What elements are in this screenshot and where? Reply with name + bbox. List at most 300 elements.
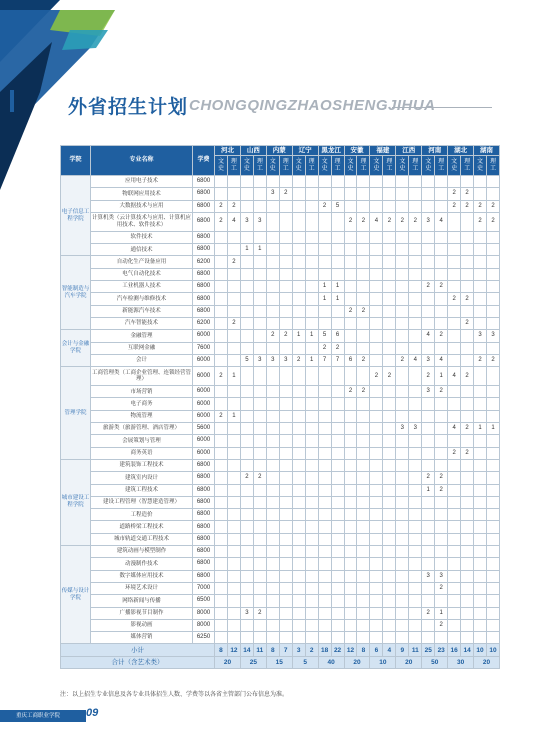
quota-cell [448, 244, 461, 256]
quota-cell [474, 607, 487, 619]
quota-cell [253, 435, 266, 447]
title-rule [392, 107, 492, 108]
quota-cell [292, 244, 305, 256]
quota-cell: 3 [266, 188, 279, 200]
quota-cell [305, 582, 318, 594]
quota-cell [344, 632, 357, 644]
quota-cell [383, 570, 396, 582]
quota-cell [227, 305, 240, 317]
school-name: 传媒与设计学院 [61, 546, 91, 644]
quota-cell [357, 281, 370, 293]
table-row [61, 496, 500, 508]
total-cell: 25 [240, 656, 266, 668]
quota-cell [215, 268, 228, 280]
quota-cell [266, 212, 279, 231]
subtotal-cell: 14 [240, 644, 253, 656]
quota-cell [383, 509, 396, 521]
quota-cell [461, 354, 474, 366]
quota-cell [396, 570, 409, 582]
quota-cell [487, 386, 500, 398]
quota-cell [396, 521, 409, 533]
quota-cell [396, 435, 409, 447]
quota-cell [279, 268, 292, 280]
quota-cell [253, 386, 266, 398]
quota-cell [240, 398, 253, 410]
quota-cell [266, 459, 279, 471]
quota-cell [318, 176, 331, 188]
table-row [61, 570, 500, 582]
quota-cell [318, 212, 331, 231]
quota-cell [461, 268, 474, 280]
quota-cell [266, 521, 279, 533]
quota-cell [383, 317, 396, 329]
quota-cell [240, 268, 253, 280]
quota-cell [357, 472, 370, 484]
quota-cell [279, 398, 292, 410]
quota-cell [383, 533, 396, 545]
quota-cell: 2 [487, 200, 500, 212]
quota-cell [344, 244, 357, 256]
quota-cell [461, 582, 474, 594]
quota-cell [266, 435, 279, 447]
quota-cell [253, 546, 266, 558]
quota-cell [357, 231, 370, 243]
quota-cell [318, 558, 331, 570]
quota-cell [370, 472, 383, 484]
quota-cell [318, 398, 331, 410]
quota-cell [474, 256, 487, 268]
footer-brand: 重庆工商职业学院 [16, 713, 61, 719]
quota-cell [487, 546, 500, 558]
header-province: 黑龙江 [318, 146, 344, 156]
tuition-fee: 6800 [193, 293, 215, 305]
quota-cell [474, 367, 487, 386]
table-row [61, 398, 500, 410]
quota-cell [266, 619, 279, 631]
quota-cell: 2 [357, 386, 370, 398]
quota-cell [435, 293, 448, 305]
quota-cell [422, 423, 435, 435]
major-name: 市场营销 [91, 386, 193, 398]
quota-cell [215, 582, 228, 594]
quota-cell [487, 595, 500, 607]
quota-cell [409, 386, 422, 398]
quota-cell [331, 435, 344, 447]
major-name: 数字媒体应用技术 [91, 570, 193, 582]
quota-cell [474, 619, 487, 631]
quota-cell [240, 533, 253, 545]
quota-cell [357, 367, 370, 386]
quota-cell: 2 [461, 423, 474, 435]
quota-cell [448, 595, 461, 607]
quota-cell [357, 509, 370, 521]
tuition-fee: 6200 [193, 317, 215, 329]
quota-cell [396, 619, 409, 631]
quota-cell [227, 330, 240, 342]
school-name: 电子信息工程学院 [61, 176, 91, 256]
quota-cell [292, 472, 305, 484]
quota-cell [383, 293, 396, 305]
quota-cell [383, 281, 396, 293]
quota-cell [357, 244, 370, 256]
quota-cell [266, 386, 279, 398]
quota-cell [215, 435, 228, 447]
quota-cell: 2 [435, 281, 448, 293]
table-row [61, 546, 500, 558]
quota-cell [487, 268, 500, 280]
header-subject: 理 工 [487, 156, 500, 176]
quota-cell [422, 533, 435, 545]
quota-cell: 1 [318, 293, 331, 305]
quota-cell: 1 [240, 244, 253, 256]
quota-cell [422, 459, 435, 471]
quota-cell [474, 459, 487, 471]
quota-cell [240, 293, 253, 305]
quota-cell [396, 459, 409, 471]
subtotal-cell: 11 [253, 644, 266, 656]
quota-cell [215, 509, 228, 521]
quota-cell [253, 398, 266, 410]
quota-cell [292, 212, 305, 231]
quota-cell [461, 386, 474, 398]
quota-cell [253, 281, 266, 293]
tuition-fee: 5600 [193, 423, 215, 435]
quota-cell [409, 330, 422, 342]
quota-cell [240, 632, 253, 644]
quota-cell [370, 410, 383, 422]
quota-cell [331, 521, 344, 533]
header-subject: 文 史 [370, 156, 383, 176]
quota-cell [253, 632, 266, 644]
quota-cell [422, 632, 435, 644]
quota-cell [396, 582, 409, 594]
quota-cell [279, 200, 292, 212]
quota-cell [448, 496, 461, 508]
quota-cell [487, 410, 500, 422]
quota-cell [331, 595, 344, 607]
quota-cell: 2 [357, 305, 370, 317]
quota-cell [383, 231, 396, 243]
quota-cell [396, 317, 409, 329]
quota-cell [292, 342, 305, 354]
quota-cell [409, 570, 422, 582]
quota-cell [240, 176, 253, 188]
quota-cell [357, 459, 370, 471]
quota-cell [331, 410, 344, 422]
quota-cell [448, 521, 461, 533]
quota-cell [279, 231, 292, 243]
quota-cell [253, 330, 266, 342]
quota-cell [227, 595, 240, 607]
tuition-fee: 6000 [193, 354, 215, 366]
quota-cell [305, 256, 318, 268]
quota-cell [227, 447, 240, 459]
quota-cell [266, 268, 279, 280]
quota-cell [292, 281, 305, 293]
quota-cell [383, 176, 396, 188]
quota-cell [409, 546, 422, 558]
quota-cell [422, 188, 435, 200]
quota-cell [305, 281, 318, 293]
table-row [61, 176, 500, 188]
quota-cell [318, 509, 331, 521]
quota-cell [435, 317, 448, 329]
quota-cell: 2 [215, 367, 228, 386]
quota-cell [305, 435, 318, 447]
quota-cell [422, 558, 435, 570]
quota-cell [422, 582, 435, 594]
quota-cell [422, 398, 435, 410]
quota-cell [266, 582, 279, 594]
quota-cell [487, 619, 500, 631]
quota-cell [422, 435, 435, 447]
quota-cell [279, 367, 292, 386]
quota-cell [370, 582, 383, 594]
quota-cell: 2 [227, 256, 240, 268]
quota-cell [357, 632, 370, 644]
header-major: 专业名称 [91, 146, 193, 176]
quota-cell [474, 447, 487, 459]
quota-cell: 1 [331, 281, 344, 293]
quota-cell: 3 [487, 330, 500, 342]
quota-cell [370, 496, 383, 508]
quota-cell: 1 [305, 330, 318, 342]
quota-cell [305, 509, 318, 521]
subtotal-cell: 6 [370, 644, 383, 656]
quota-cell: 4 [370, 212, 383, 231]
quota-cell [240, 447, 253, 459]
table-row [61, 330, 500, 342]
quota-cell [305, 423, 318, 435]
quota-cell [461, 509, 474, 521]
quota-cell [266, 231, 279, 243]
quota-cell [474, 533, 487, 545]
quota-cell [409, 410, 422, 422]
quota-cell [215, 546, 228, 558]
quota-cell [279, 386, 292, 398]
quota-cell [487, 367, 500, 386]
header-province: 河北 [215, 146, 241, 156]
tuition-fee: 6000 [193, 367, 215, 386]
tuition-fee: 6250 [193, 632, 215, 644]
quota-cell [318, 367, 331, 386]
table-row [61, 607, 500, 619]
quota-cell: 2 [396, 212, 409, 231]
major-name: 汽车检测与维修技术 [91, 293, 193, 305]
quota-cell [370, 546, 383, 558]
quota-cell [461, 595, 474, 607]
quota-cell [292, 231, 305, 243]
quota-cell [344, 200, 357, 212]
quota-cell [215, 595, 228, 607]
quota-cell [240, 367, 253, 386]
quota-cell: 6 [344, 354, 357, 366]
table-row [61, 305, 500, 317]
quota-cell [240, 546, 253, 558]
quota-cell [253, 317, 266, 329]
page-title-pinyin: CHONGQINGZHAOSHENGJIHUA [189, 97, 436, 114]
quota-cell [318, 619, 331, 631]
title-accent-bar [10, 90, 36, 112]
table-row [61, 459, 500, 471]
quota-cell: 1 [435, 367, 448, 386]
quota-cell [318, 268, 331, 280]
header-row-provinces [61, 146, 500, 156]
quota-cell [396, 447, 409, 459]
quota-cell: 1 [422, 484, 435, 496]
quota-cell [370, 354, 383, 366]
quota-cell [227, 558, 240, 570]
quota-cell [448, 231, 461, 243]
quota-cell [357, 484, 370, 496]
quota-cell [305, 459, 318, 471]
major-name: 环境艺术设计 [91, 582, 193, 594]
quota-cell [266, 632, 279, 644]
quota-cell [227, 607, 240, 619]
quota-cell [448, 459, 461, 471]
quota-cell [292, 305, 305, 317]
total-cell: 15 [266, 656, 292, 668]
quota-cell [461, 472, 474, 484]
quota-cell: 2 [487, 212, 500, 231]
quota-cell [474, 281, 487, 293]
quota-cell: 2 [461, 200, 474, 212]
quota-cell [279, 582, 292, 594]
quota-cell [448, 398, 461, 410]
quota-cell [279, 558, 292, 570]
quota-cell [318, 521, 331, 533]
quota-cell: 2 [253, 472, 266, 484]
quota-cell [253, 268, 266, 280]
quota-cell [331, 176, 344, 188]
quota-cell [487, 509, 500, 521]
quota-cell [487, 607, 500, 619]
quota-cell [435, 509, 448, 521]
quota-cell [215, 632, 228, 644]
quota-cell [227, 188, 240, 200]
quota-cell [344, 582, 357, 594]
quota-cell [370, 607, 383, 619]
quota-cell [370, 447, 383, 459]
quota-cell [409, 472, 422, 484]
quota-cell [279, 305, 292, 317]
quota-cell [344, 410, 357, 422]
quota-cell [383, 459, 396, 471]
subtotal-cell: 3 [292, 644, 305, 656]
school-name: 智能制造与汽车学院 [61, 256, 91, 330]
quota-cell [422, 176, 435, 188]
quota-cell [227, 398, 240, 410]
major-name: 工业机器人技术 [91, 281, 193, 293]
total-cell: 20 [215, 656, 241, 668]
quota-cell [318, 435, 331, 447]
quota-cell [227, 472, 240, 484]
quota-cell [240, 317, 253, 329]
quota-cell [370, 509, 383, 521]
quota-cell [318, 595, 331, 607]
quota-cell: 2 [292, 354, 305, 366]
quota-cell [448, 354, 461, 366]
quota-cell [487, 484, 500, 496]
major-name: 工商管理类（工商企业管理、连锁经营管理） [91, 367, 193, 386]
quota-cell [318, 188, 331, 200]
quota-cell: 3 [240, 212, 253, 231]
quota-cell [435, 305, 448, 317]
quota-cell [448, 484, 461, 496]
quota-cell [240, 305, 253, 317]
quota-cell [240, 231, 253, 243]
tuition-fee: 6800 [193, 521, 215, 533]
table-row [61, 256, 500, 268]
quota-cell [487, 398, 500, 410]
quota-cell [422, 546, 435, 558]
quota-cell: 2 [279, 330, 292, 342]
footnote: 注：以上招生专业信息及各专业具体招生人数、学费等以各省主管部门公布信息为准。 [60, 692, 289, 698]
header-subject: 文 史 [448, 156, 461, 176]
quota-cell [253, 496, 266, 508]
quota-cell [279, 435, 292, 447]
quota-cell: 2 [266, 330, 279, 342]
quota-cell [357, 607, 370, 619]
quota-cell [279, 509, 292, 521]
quota-cell [370, 558, 383, 570]
quota-cell [344, 533, 357, 545]
header-subject: 理 工 [461, 156, 474, 176]
quota-cell [396, 607, 409, 619]
major-name: 通信技术 [91, 244, 193, 256]
quota-cell [422, 595, 435, 607]
quota-cell [435, 176, 448, 188]
quota-cell [435, 595, 448, 607]
quota-cell [318, 231, 331, 243]
quota-cell [331, 305, 344, 317]
quota-cell [240, 435, 253, 447]
major-name: 会展策划与管理 [91, 435, 193, 447]
quota-cell [215, 256, 228, 268]
quota-cell [461, 435, 474, 447]
quota-cell [292, 570, 305, 582]
major-name: 建设工程管理（智慧建造管理） [91, 496, 193, 508]
total-cell: 20 [474, 656, 500, 668]
quota-cell [383, 632, 396, 644]
subtotal-cell: 23 [435, 644, 448, 656]
quota-cell [253, 484, 266, 496]
quota-cell [487, 521, 500, 533]
quota-cell [383, 410, 396, 422]
quota-cell [266, 546, 279, 558]
subtotal-cell: 12 [344, 644, 357, 656]
quota-cell [383, 330, 396, 342]
quota-cell [305, 619, 318, 631]
quota-cell [344, 176, 357, 188]
tuition-fee: 6800 [193, 546, 215, 558]
quota-cell [305, 533, 318, 545]
quota-cell [448, 472, 461, 484]
quota-cell [344, 619, 357, 631]
quota-cell [448, 632, 461, 644]
quota-cell [253, 293, 266, 305]
quota-cell: 1 [227, 367, 240, 386]
quota-cell [370, 533, 383, 545]
major-name: 旅游类（旅游管理、酒店管理） [91, 423, 193, 435]
quota-cell [253, 423, 266, 435]
quota-cell [305, 410, 318, 422]
quota-cell [227, 570, 240, 582]
quota-cell [331, 423, 344, 435]
tuition-fee: 6800 [193, 484, 215, 496]
quota-cell [215, 330, 228, 342]
quota-cell [279, 533, 292, 545]
